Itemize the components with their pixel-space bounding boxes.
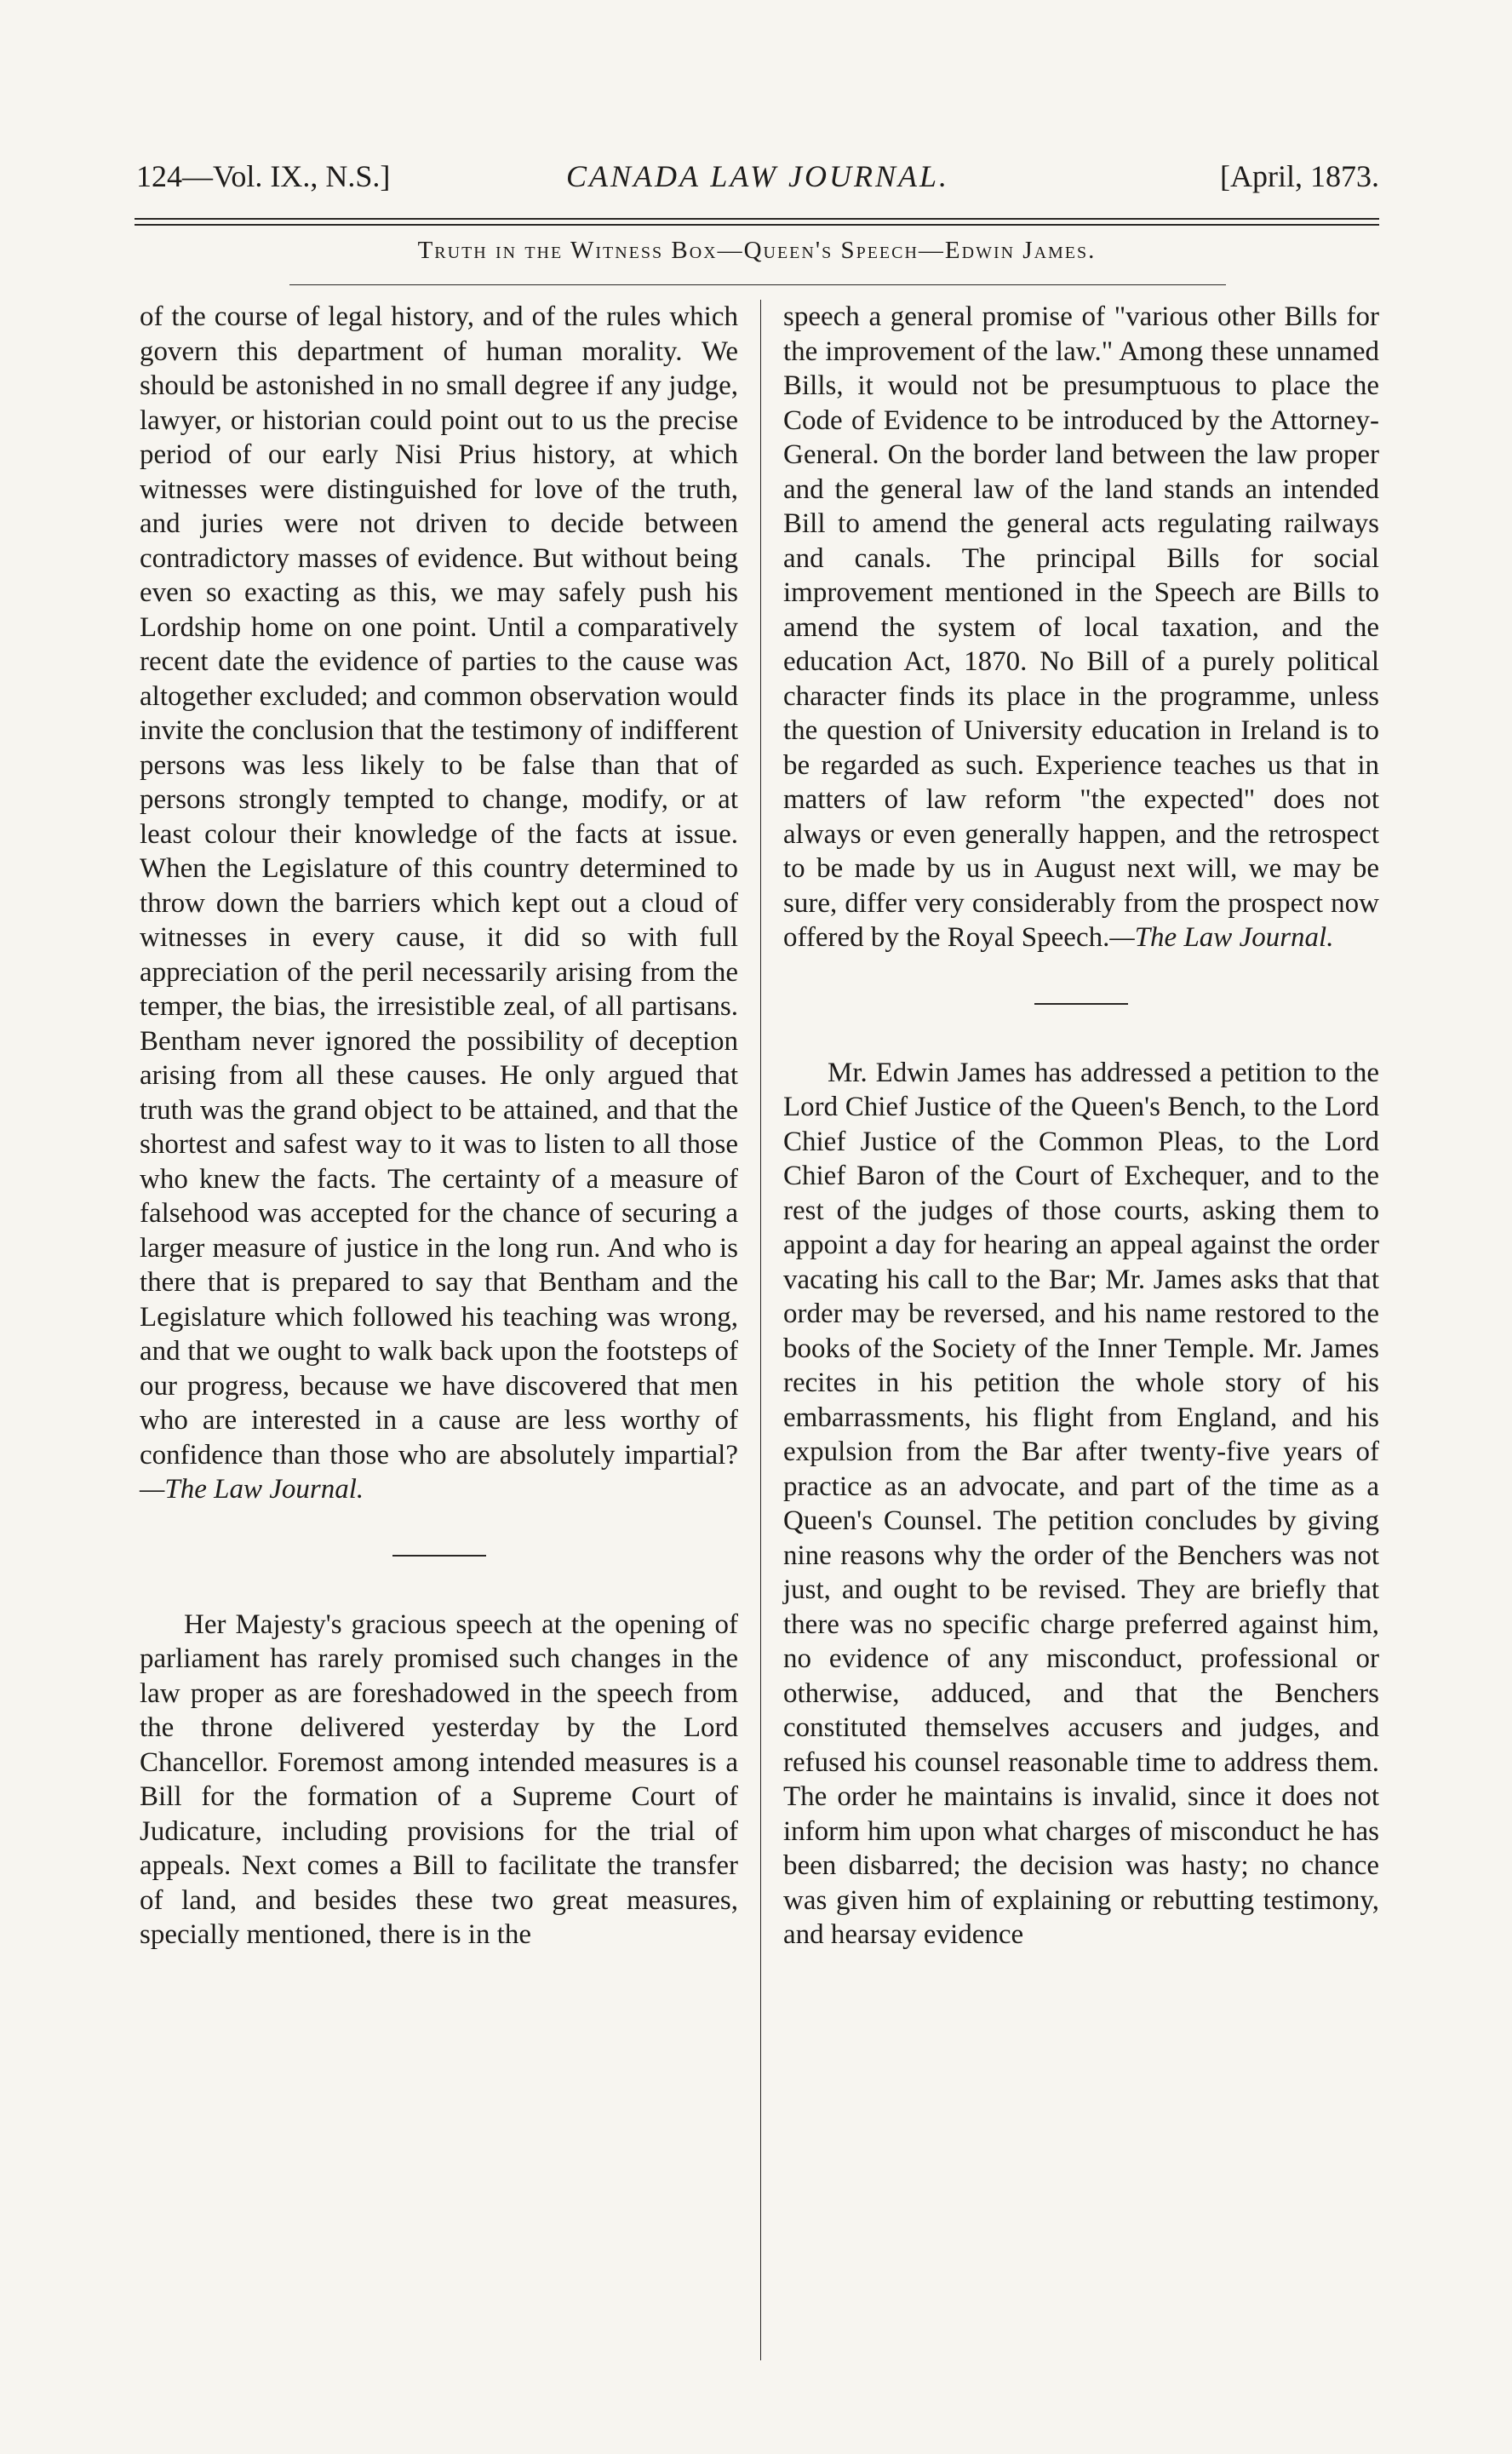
paragraph-text: speech a general promise of "various other Bills for the improvement of the law." Among these unnamed Bills, it would not be presumptuous to place the Code of Evidence to be introduced by the Attorney-General. On the border land between the law proper and the general law of the land stands an intended Bill to amend the general acts regulating railways and canals. The principal Bills for social improvement mentioned in the Speech are Bills to amend the system of local taxation, and the education Act, 1870. No Bill of a purely political character finds its place in the programme, unless the question of University education in Ireland is to be regarded as such. Experience teaches us that in matters of law reform "the expected" does not always or even generally happen, and the retrospect to be made by us in August next will, we may be sure, differ very considerably from the prospect now offered by the Royal Speech. (783, 301, 1379, 953)
article-queens-speech-paragraph: Her Majesty's gracious speech at the opening of parliament has rarely promised such changes in the law proper as are foreshadowed in the speech from the throne delivered yesterday by the Lord Chancellor. Foremost among intended measures is a Bill for the formation of a Supreme Court of Judicature, including provisions for the trial of appeals. Next comes a Bill to facilitate the transfer of land, and besides these two great measures, specially mentioned, there is in the (140, 1608, 738, 1950)
journal-title: CANADA LAW JOURNAL. (566, 159, 949, 193)
right-column (783, 300, 1379, 1952)
page-header (136, 158, 1379, 201)
paragraph-text: of the course of legal history, and of the rules which govern this department of human morality. We should be astonished in no small degree if any judge, lawyer, or historian could point out to us the precise period of our early Nisi Prius history, at which witnesses were distinguished for love of the truth, and juries were not driven to decide between contradictory masses of evidence. But without being even so exacting as this, we may safely push his Lordship home on one point. Until a comparatively recent date the evidence of parties to the cause was altogether excluded; and common observation would invite the conclusion that the testimony of indifferent persons was less likely to be false than that of persons strongly tempted to change, modify, or at least colour their knowledge of the facts at issue. When the Legislature of this country determined to throw down the barriers which kept out a cloud of witnesses in every cause, it did so with full appreciation of the peril necessarily arising from the temper, the bias, the irresistible zeal, of all partisans. Bentham never ignored the possibility of deception arising from all these causes. He only argued that truth was the grand object to be attained, and that the shortest and safest way to it was to listen to all those who knew the facts. The certainty of a measure of falsehood was accepted for the chance of securing a larger measure of justice in the long run. And who is there that is prepared to say that Bentham and the Legislature which followed his teaching was wrong, and that we ought to walk back upon the footsteps of our progress, because we have discovered that men who are interested in a cause are less worthy of confidence than those who are absolutely impartial? (140, 301, 738, 1471)
article-truth-witness-box-paragraph (140, 300, 738, 1507)
article-separator (1034, 1003, 1128, 1005)
header-rule-bottom (135, 224, 1379, 226)
running-title-rule (289, 284, 1226, 285)
source-citation: —The Law Journal. (140, 1474, 364, 1505)
article-queens-speech-continuation (783, 300, 1379, 955)
article-separator (392, 1555, 486, 1557)
page-number-volume: 124—Vol. IX., N.S.] (136, 159, 391, 193)
article-edwin-james-paragraph: Mr. Edwin James has addressed a petition to the Lord Chief Justice of the Queen's Bench, to the Lord Chief Justice of the Common Pleas, to the Lord Chief Baron of the Court of Exchequer, and to the rest of the judges of those courts, asking them to appoint a day for hearing an appeal against the order vacating his call to the Bar; Mr. James asks that that order may be reversed, and his name restored to the books of the Society of the Inner Temple. Mr. James recites in his petition the whole story of his embarrassments, his flight from England, and his expulsion from the Bar after twenty-five years of practice as an advocate, and part of the time as a Queen's Counsel. The petition concludes by giving nine reasons why the order of the Benchers was not just, and ought to be revised. They are briefly that there was no specific charge preferred against him, no evidence of any misconduct, professional or otherwise, adduced, and that the Benchers constituted themselves accusers and judges, and refused his counsel reasonable time to address them. The order he maintains is invalid, since it does not inform him upon what charges of misconduct he has been disbarred; the decision was hasty; no chance was given him of explaining or rebutting testimony, and hearsay evidence (783, 1057, 1379, 1950)
header-rule-top (135, 218, 1379, 220)
running-title: Truth in the Witness Box—Queen's Speech—Edwin James. (417, 237, 1097, 264)
column-divider (760, 300, 761, 2360)
left-column (140, 300, 738, 1952)
issue-date: [April, 1873. (1220, 159, 1379, 193)
source-citation: —The Law Journal. (1109, 922, 1334, 953)
